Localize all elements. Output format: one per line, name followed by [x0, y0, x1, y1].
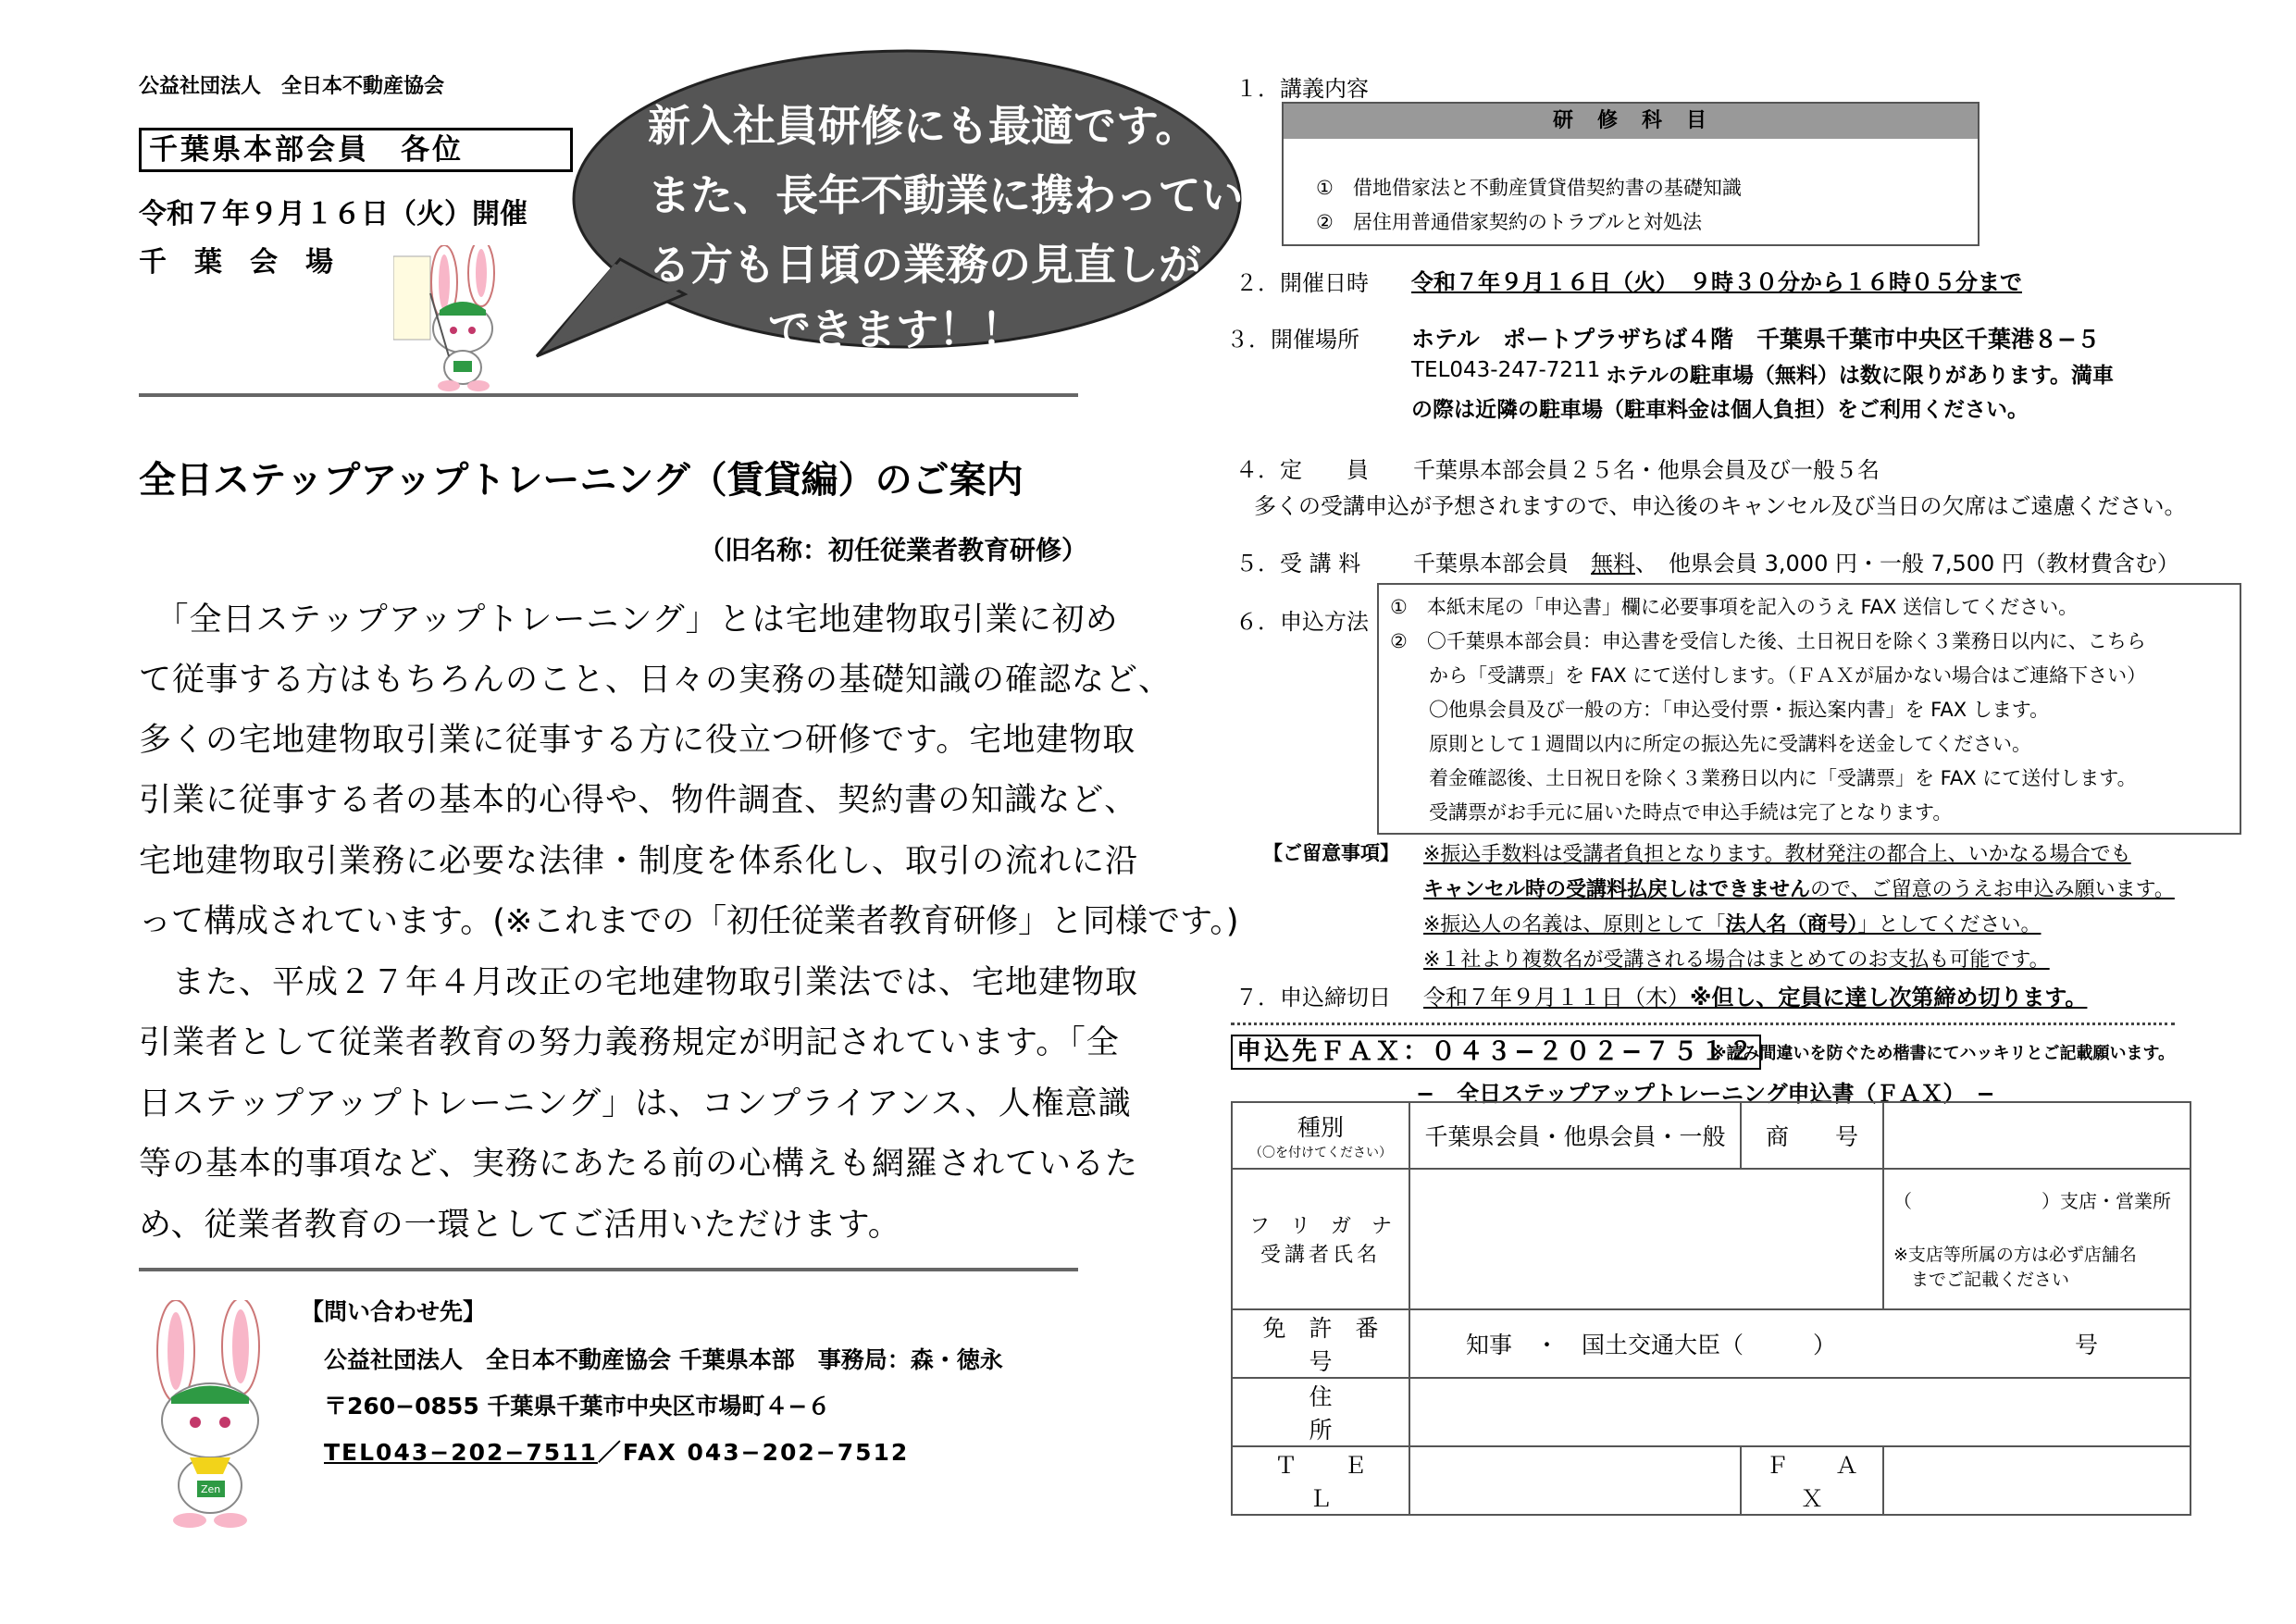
- type-sub: （〇を付けてください）: [1249, 1146, 1392, 1160]
- company-label: 商 号: [1741, 1102, 1883, 1169]
- event-venue: 千 葉 会 場: [139, 246, 333, 279]
- notes-line-3-c: 」としてください。: [1857, 913, 2042, 936]
- type-label: 種別: [1297, 1114, 1344, 1141]
- deadline-date: 令和７年９月１１日（木）: [1423, 985, 1690, 1010]
- section-3-label: ３．開催場所: [1226, 327, 1359, 353]
- type-label-cell: [1232, 1102, 1409, 1169]
- notes-line-2-rest: ので、ご留意のうえお申込み願います。: [1810, 878, 2175, 901]
- fax-note: ※読み間違いを防ぐため楷書にてハッキリとご記載願います。: [1710, 1044, 2176, 1063]
- mascot-rabbit-large-icon: [134, 1300, 292, 1531]
- fax-number-box[interactable]: 申込先ＦＡＸ：０４３−２０２−７５１２: [1231, 1035, 1761, 1070]
- body-line-6: って構成されています。(※これまでの「初任従業者教育研修」と同様です。): [139, 903, 1239, 940]
- notes-line-1: ※振込手数料は受講者負担となります。教材発注の都合上、いかなる場合でも: [1423, 843, 2131, 866]
- section-3-line-1: ホテル ポートプラザちば４階 千葉県千葉市中央区千葉港８−５: [1411, 326, 2100, 353]
- furigana-label: フ リ ガ ナ: [1248, 1215, 1392, 1238]
- section-7-value: [1423, 979, 2087, 1011]
- bubble-line-1: 新入社員研修にも最適です。: [648, 101, 1198, 151]
- company-field[interactable]: [1883, 1102, 2191, 1169]
- type-options[interactable]: 千葉県会員・他県会員・一般: [1409, 1102, 1741, 1169]
- section-7-label: ７．申込締切日: [1235, 985, 1391, 1010]
- body-line-10: 等の基本的事項など、実務にあたる前の心構えも網羅されているた: [139, 1146, 1139, 1183]
- name-field[interactable]: [1409, 1169, 1883, 1309]
- divider-top: [139, 393, 1078, 397]
- body-line-5: 宅地建物取引業務に必要な法律・制度を体系化し、取引の流れに沿: [139, 843, 1139, 880]
- body-line-4: 引業に従事する者の基本的心得や、物件調査、契約書の知識など、: [139, 782, 1138, 819]
- body-line-11: め、従業者教育の一環としてご活用いただけます。: [139, 1207, 901, 1244]
- section-3-line-3: の際は近隣の駐車場（駐車料金は個人負担）をご利用ください。: [1411, 398, 2029, 422]
- method-line-4: 〇他県会員及び一般の方：「申込受付票・振込案内書」を FAX します。: [1390, 699, 2050, 721]
- branch-note-2: までご記載ください: [1893, 1270, 2070, 1290]
- notes-company-name: 法人名（商号）: [1725, 913, 1858, 936]
- fee-free: 無料: [1591, 551, 1635, 576]
- section-4-value: 千葉県本部会員２５名・他県会員及び一般５名: [1413, 457, 1880, 483]
- section-5-label: ５．受 講 料: [1235, 551, 1361, 576]
- fee-others: 、 他県会員 3,000 円・一般 7,500 円（教材費含む）: [1635, 551, 2179, 576]
- body-line-3: 多くの宅地建物取引業に従事する方に役立つ研修です。宅地建物取: [139, 722, 1136, 759]
- method-line-6: 着金確認後、土日祝日を除く３業務日以内に「受講票」を FAX にて送付します。: [1390, 767, 2137, 789]
- section-1-label: １．講義内容: [1235, 76, 1369, 102]
- cut-line: [1231, 1023, 2175, 1025]
- section-4-label: ４．定 員: [1235, 457, 1369, 483]
- bubble-line-3: る方も日頃の業務の見直しが: [648, 240, 1201, 290]
- license-field[interactable]: [1409, 1309, 2191, 1378]
- event-date: 令和７年９月１６日（火）開催: [139, 198, 527, 230]
- body-line-9: 日ステップアップトレーニング」は、コンプライアンス、人権意識: [139, 1085, 1132, 1122]
- contact-heading: 【問い合わせ先】: [301, 1298, 487, 1325]
- bubble-line-4: できます！！: [768, 304, 1024, 354]
- branch-label: （ ）支店・営業所: [1893, 1190, 2171, 1212]
- license-label: 免 許 番 号: [1232, 1309, 1409, 1378]
- addressee-box: 千葉県本部会員 各位: [139, 128, 573, 172]
- page-title: 全日ステップアップトレーニング（賃貸編）のご案内: [139, 459, 1024, 502]
- page-subtitle: （旧名称：初任従業者教育研修）: [699, 535, 1088, 565]
- course-box: [1282, 102, 1980, 246]
- notes-line-2: [1423, 874, 2175, 902]
- contact-line-1: 公益社団法人 全日本不動産協会 千葉県本部 事務局：森・徳永: [324, 1346, 1003, 1373]
- fax-label: Ｆ Ａ Ｘ: [1741, 1446, 1883, 1515]
- contact-line-2: 〒260−0855 千葉県千葉市中央区市場町４−６: [324, 1393, 831, 1419]
- body-line-2: て従事する方はもちろんのこと、日々の実務の基礎知識の確認など、: [139, 662, 1173, 699]
- section-3-line-2: ホテルの駐車場（無料）は数に限りがあります。満車: [1606, 364, 2115, 388]
- method-line-7: 受講票がお手元に届いた時点で申込手続は完了となります。: [1390, 801, 1953, 824]
- application-form: [1231, 1101, 2191, 1516]
- form-title: − 全日ステップアップトレーニング申込書（ＦＡＸ） −: [1416, 1081, 1995, 1107]
- mascot-badge: Zen: [201, 1483, 221, 1495]
- org-name: 公益社団法人 全日本不動産協会: [139, 75, 445, 98]
- tel-field[interactable]: [1409, 1446, 1741, 1515]
- branch-cell[interactable]: [1883, 1169, 2191, 1309]
- method-line-1: ① 本紙末尾の「申込書」欄に必要事項を記入のうえ FAX 送信してください。: [1390, 596, 2079, 618]
- body-line-1: 「全日ステップアップトレーニング」とは宅地建物取引業に初め: [139, 601, 1119, 638]
- method-line-2: ② 〇千葉県本部会員：申込書を受信した後、土日祝日を除く３業務日以内に、こちら: [1390, 630, 2146, 652]
- fee-member: 千葉県本部会員: [1413, 551, 1569, 576]
- license-value: 知事 ・ 国土交通大臣（ ）: [1466, 1332, 1837, 1358]
- notes-line-3: [1423, 909, 2041, 937]
- section-3-tel[interactable]: TEL043-247-7211: [1411, 358, 1601, 382]
- notes-no-refund: キャンセル時の受講料払戻しはできません: [1423, 878, 1811, 901]
- method-line-5: 原則として１週間以内に所定の振込先に受講料を送金してください。: [1390, 733, 2031, 755]
- divider-bottom: [139, 1268, 1078, 1271]
- name-label: 受講者氏名: [1260, 1244, 1381, 1267]
- notes-label: 【ご留意事項】: [1263, 842, 1399, 864]
- license-suffix: 号: [2074, 1332, 2098, 1358]
- contact-fax: ／FAX 043−202−7512: [597, 1439, 910, 1466]
- bubble-line-2: また、長年不動業に携わってい: [648, 170, 1244, 220]
- section-2-label: ２．開催日時: [1235, 270, 1369, 296]
- body-line-8: 引業者として従業者教育の努力義務規定が明記されています。「全: [139, 1024, 1120, 1061]
- tel-label: Ｔ Ｅ Ｌ: [1232, 1446, 1409, 1515]
- contact-phone-row: [324, 1434, 909, 1468]
- branch-note-1: ※支店等所属の方は必ず店舗名: [1893, 1245, 2137, 1265]
- address-label: 住 所: [1232, 1378, 1409, 1446]
- name-label-cell: [1232, 1169, 1409, 1309]
- body-line-7: また、平成２７年４月改正の宅地建物取引業法では、宅地建物取: [139, 964, 1139, 1001]
- deadline-note: ※但し、定員に達し次第締め切ります。: [1690, 985, 2088, 1010]
- course-item-2: ② 居住用普通借家契約のトラブルと対処法: [1316, 211, 1702, 233]
- fax-field[interactable]: [1883, 1446, 2191, 1515]
- contact-tel[interactable]: TEL043−202−7511: [324, 1439, 598, 1466]
- course-box-header: 研 修 科 目: [1284, 104, 1978, 139]
- notes-line-4: ※１社より複数名が受講される場合はまとめてのお支払も可能です。: [1423, 948, 2050, 972]
- notes-line-3-a: ※振込人の名義は、原則として「: [1423, 913, 1726, 936]
- section-5-value: [1413, 545, 2179, 577]
- section-2-value: 令和７年９月１６日（火） ９時３０分から１６時０５分まで: [1411, 269, 2022, 295]
- course-item-1: ① 借地借家法と不動産賃貸借契約書の基礎知識: [1316, 177, 1742, 199]
- method-line-3: から「受講票」を FAX にて送付します。（ＦＡＸが届かない場合はご連絡下さい）: [1390, 664, 2147, 687]
- section-4-note: 多くの受講申込が予想されますので、申込後のキャンセル及び当日の欠席はご遠慮ください。: [1254, 493, 2187, 519]
- address-field[interactable]: [1409, 1378, 2191, 1446]
- section-6-label: ６．申込方法: [1235, 609, 1369, 635]
